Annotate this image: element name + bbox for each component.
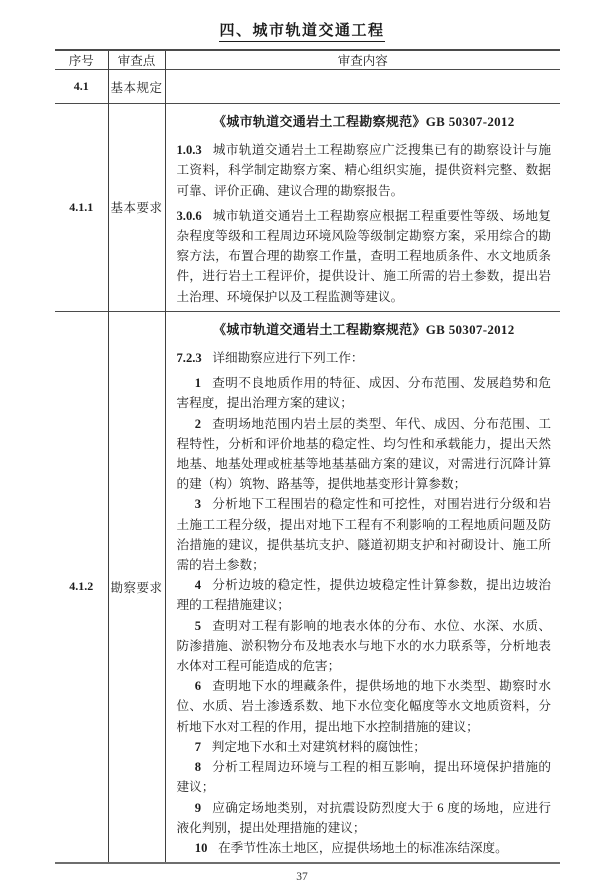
- page-title-text: 四、城市轨道交通工程: [219, 19, 384, 42]
- col-header-index: 序号: [55, 50, 108, 70]
- item-number: 6: [194, 679, 202, 694]
- item-number: 1: [194, 376, 202, 391]
- table-row-4-1: [55, 70, 560, 104]
- clause-item-9: [177, 798, 552, 838]
- row-content-empty: [165, 70, 560, 104]
- clause-7-2-3: [177, 348, 552, 368]
- col-header-content: 审查内容: [337, 54, 388, 68]
- item-number: 2: [194, 416, 202, 431]
- item-text: 分析地下工程围岩的稳定性和可挖性，对围岩进行分级和岩土施工工程分级，提出对地下工程有不利影响的工程地质问题及防治措施的建议，提供基坑支护、隧道初期支护和衬砌设计、施工所需的岩土参数；: [176, 497, 551, 573]
- clause-item-8: [177, 757, 552, 797]
- clause-text: 城市轨道交通岩土工程勘察应广泛搜集已有的勘察设计与施工资料，科学制定勘察方案、精心组织实施，提供资料完整、数据可靠、评价正确、建议合理的勘察报告。: [176, 143, 551, 198]
- item-text: 分析工程周边环境与工程的相互影响，提出环境保护措施的建议；: [176, 760, 551, 795]
- clause-number: 3.0.6: [176, 208, 202, 223]
- clause-text: 详细勘察应进行下列工作：: [212, 351, 364, 366]
- item-text: 在季节性冻土地区，应提供场地土的标准冻结深度。: [218, 840, 508, 855]
- item-number: 9: [194, 800, 202, 815]
- clause-1-0-3: [177, 140, 552, 201]
- clause-item-1: [177, 373, 552, 413]
- clause-number: 7.2.3: [176, 351, 202, 366]
- table-header-row: [55, 50, 560, 70]
- item-text: 查明对工程有影响的地表水体的分布、水位、水深、水质、防渗措施、淤积物分布及地表水与地下水的水力联系等，分析地表水体对工程可能造成的危害；: [176, 618, 551, 674]
- item-number: 3: [194, 497, 202, 512]
- item-text: 查明地下水的埋藏条件，提供场地的地下水类型、勘察时水位、水质、岩土渗透系数、地下水位变化幅度等水文地质资料，分析地下水对工程的作用，提出地下水控制措施的建议；: [176, 679, 551, 734]
- standard-heading: 《城市轨道交通岩土工程勘察规范》GB 50307-2012: [212, 321, 515, 337]
- item-text: 查明不良地质作用的特征、成因、分布范围、发展趋势和危害程度，提出治理方案的建议；: [176, 376, 551, 411]
- col-header-point: 审查点: [108, 50, 165, 70]
- item-number: 10: [194, 840, 208, 855]
- page-title: [0, 0, 604, 42]
- clause-number: 1.0.3: [176, 143, 202, 158]
- row-content: [165, 104, 560, 312]
- clause-text: 城市轨道交通岩土工程勘察应根据工程重要性等级、场地复杂程度等级和工程周边环境风险等级制定勘察方案，采用综合的勘察方法，布置合理的勘察工作量，查明工程地质条件、水文地质条件，进行岩土工程评价，提供设计、施工所需的岩土参数，提出岩土治理、环境保护以及工程监测等建议。: [176, 208, 551, 304]
- clause-item-4: [177, 575, 552, 615]
- row-index: 4.1.1: [55, 104, 108, 312]
- clause-item-10: [177, 838, 552, 858]
- clause-item-2: [177, 414, 552, 495]
- clause-item-5: [177, 616, 552, 677]
- clause-item-7: [177, 737, 552, 757]
- clause-3-0-6: [177, 206, 552, 307]
- row-index: 4.1.2: [55, 311, 108, 863]
- table-row-4-1-1: [55, 104, 560, 312]
- page-number: 37: [296, 871, 308, 883]
- row-content: [165, 311, 560, 863]
- clause-item-3: [177, 494, 552, 575]
- item-number: 7: [194, 739, 202, 754]
- table-row-4-1-2: [55, 311, 560, 863]
- row-point: 基本规定: [108, 70, 165, 104]
- item-number: 4: [194, 578, 202, 593]
- item-number: 5: [194, 618, 202, 633]
- item-text: 应确定场地类别，对抗震设防烈度大于 6 度的场地，应进行液化判别，提出处理措施的建议；: [176, 800, 551, 835]
- item-text: 分析边坡的稳定性，提供边坡稳定性计算参数，提出边坡治理的工程措施建议；: [176, 578, 551, 613]
- row-point: 勘察要求: [108, 311, 165, 863]
- item-text: 判定地下水和土对建筑材料的腐蚀性；: [211, 739, 426, 754]
- review-table: [55, 49, 560, 864]
- item-text: 查明场地范围内岩土层的类型、年代、成因、分布范围、工程特性，分析和评价地基的稳定性、均匀性和承载能力，提出天然地基、地基处理或桩基等地基基础方案的建议，对需进行沉降计算的建（构）筑物、路基等，提供地基变形计算参数；: [176, 416, 551, 492]
- clause-item-6: [177, 676, 552, 737]
- standard-heading: 《城市轨道交通岩土工程勘察规范》GB 50307-2012: [212, 114, 515, 129]
- row-index: 4.1: [55, 70, 108, 104]
- row-point: 基本要求: [108, 104, 165, 312]
- item-number: 8: [194, 760, 202, 775]
